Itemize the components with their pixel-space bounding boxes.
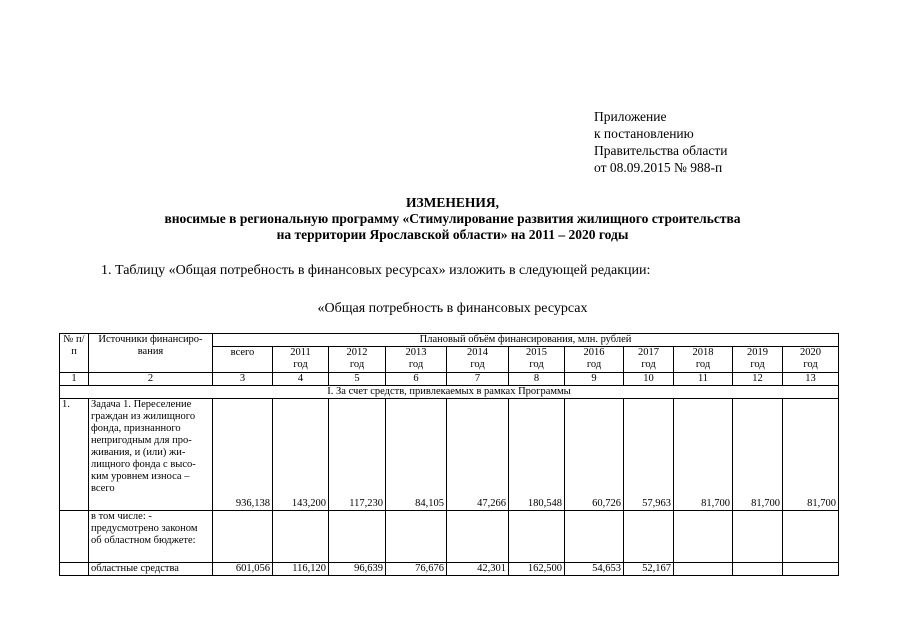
value-cell bbox=[273, 511, 329, 563]
value-cell: 84,105 bbox=[386, 399, 447, 511]
title-line-2: вносимые в региональную программу «Стимулирование развития жилищного строительства bbox=[164, 211, 741, 226]
column-number: 13 bbox=[783, 373, 839, 386]
row-source: в том числе: - предусмотрено законом об областном бюджете: bbox=[89, 511, 213, 563]
value-cell: 54,653 bbox=[565, 563, 624, 576]
column-number: 8 bbox=[509, 373, 565, 386]
value-cell: 42,301 bbox=[447, 563, 509, 576]
column-number: 10 bbox=[624, 373, 674, 386]
year-word: год bbox=[641, 359, 656, 370]
value-cell: 117,230 bbox=[329, 399, 386, 511]
value-cell bbox=[674, 563, 733, 576]
appendix-block bbox=[594, 108, 727, 176]
section-heading: I. За счет средств, привлекаемых в рамках Программы bbox=[60, 386, 839, 399]
column-number: 2 bbox=[89, 373, 213, 386]
year-word: год bbox=[349, 359, 365, 370]
column-number: 3 bbox=[213, 373, 273, 386]
year-label: 2011 bbox=[290, 347, 311, 358]
year-word: год bbox=[750, 359, 765, 370]
title-line-1: ИЗМЕНЕНИЯ, bbox=[405, 195, 499, 210]
row-number-empty bbox=[60, 563, 89, 576]
header-year-2018 bbox=[674, 347, 733, 373]
value-cell bbox=[624, 511, 674, 563]
header-year-2015 bbox=[509, 347, 565, 373]
header-year-2014 bbox=[447, 347, 509, 373]
appendix-line-4: от 08.09.2015 № 988-п bbox=[594, 160, 723, 175]
header-year-2012 bbox=[329, 347, 386, 373]
value-cell: 180,548 bbox=[509, 399, 565, 511]
appendix-line-1: Приложение bbox=[594, 109, 667, 124]
year-label: 2016 bbox=[583, 347, 605, 358]
value-cell: 936,138 bbox=[213, 399, 273, 511]
value-cell bbox=[213, 511, 273, 563]
table-row bbox=[60, 563, 839, 576]
year-word: год bbox=[803, 359, 818, 370]
header-year-2020 bbox=[783, 347, 839, 373]
table-title: «Общая потребность в финансовых ресурсах bbox=[317, 301, 588, 316]
header-year-2011 bbox=[273, 347, 329, 373]
year-label: 2014 bbox=[467, 347, 488, 358]
column-number: 11 bbox=[674, 373, 733, 386]
year-word: год bbox=[293, 359, 308, 370]
column-numbers-row bbox=[60, 373, 839, 386]
value-cell bbox=[329, 511, 386, 563]
value-cell bbox=[783, 511, 839, 563]
value-cell: 96,639 bbox=[329, 563, 386, 576]
value-cell bbox=[565, 511, 624, 563]
document-title bbox=[0, 195, 905, 243]
header-number: № п/п bbox=[60, 334, 89, 373]
header-total: всего bbox=[213, 347, 273, 373]
row-source: Задача 1. Переселение граждан из жилищного фонда, признанного непригодным для про-живания, и (или) жи-лищного фонда с высо-ким уровнем износа – всего bbox=[89, 399, 213, 511]
header-year-2013 bbox=[386, 347, 447, 373]
header-year-2017 bbox=[624, 347, 674, 373]
row-source: областные средства bbox=[89, 563, 213, 576]
year-label: 2015 bbox=[526, 347, 547, 358]
value-cell: 601,056 bbox=[213, 563, 273, 576]
value-cell: 57,963 bbox=[624, 399, 674, 511]
column-number: 9 bbox=[565, 373, 624, 386]
value-cell: 81,700 bbox=[674, 399, 733, 511]
instruction-paragraph: 1. Таблицу «Общая потребность в финансовых ресурсах» изложить в следующей редакции: bbox=[101, 263, 651, 278]
appendix-line-2: к постановлению bbox=[594, 126, 694, 141]
year-word: год bbox=[470, 359, 485, 370]
year-word: год bbox=[586, 359, 602, 370]
title-line-3: на территории Ярославской области» на 2011 – 2020 годы bbox=[276, 227, 629, 242]
header-plan: Плановый объём финансирования, млн. рублей bbox=[213, 334, 839, 347]
value-cell: 116,120 bbox=[273, 563, 329, 576]
row-number-empty bbox=[60, 511, 89, 563]
year-label: 2013 bbox=[405, 347, 427, 358]
value-cell: 60,726 bbox=[565, 399, 624, 511]
value-cell bbox=[783, 563, 839, 576]
column-number: 4 bbox=[273, 373, 329, 386]
value-cell: 143,200 bbox=[273, 399, 329, 511]
value-cell: 52,167 bbox=[624, 563, 674, 576]
value-cell: 81,700 bbox=[783, 399, 839, 511]
financing-table bbox=[59, 333, 839, 576]
header-source: Источники финансиро-вания bbox=[89, 334, 213, 373]
value-cell bbox=[386, 511, 447, 563]
year-word: год bbox=[529, 359, 544, 370]
value-cell bbox=[509, 511, 565, 563]
header-year-2019 bbox=[733, 347, 783, 373]
value-cell bbox=[674, 511, 733, 563]
column-number: 12 bbox=[733, 373, 783, 386]
year-word: год bbox=[408, 359, 424, 370]
column-number: 7 bbox=[447, 373, 509, 386]
value-cell bbox=[447, 511, 509, 563]
value-cell: 162,500 bbox=[509, 563, 565, 576]
value-cell bbox=[733, 511, 783, 563]
year-word: год bbox=[695, 359, 711, 370]
year-label: 2020 bbox=[800, 347, 822, 358]
row-number: 1. bbox=[60, 399, 89, 511]
table-row bbox=[60, 511, 839, 563]
header-year-2016 bbox=[565, 347, 624, 373]
value-cell: 47,266 bbox=[447, 399, 509, 511]
column-number: 6 bbox=[386, 373, 447, 386]
column-number: 1 bbox=[60, 373, 89, 386]
year-label: 2018 bbox=[692, 347, 714, 358]
table-row bbox=[60, 399, 839, 511]
value-cell: 76,676 bbox=[386, 563, 447, 576]
year-label: 2019 bbox=[747, 347, 768, 358]
year-label: 2017 bbox=[638, 347, 659, 358]
appendix-line-3: Правительства области bbox=[594, 143, 728, 158]
value-cell bbox=[733, 563, 783, 576]
value-cell: 81,700 bbox=[733, 399, 783, 511]
column-number: 5 bbox=[329, 373, 386, 386]
year-label: 2012 bbox=[346, 347, 368, 358]
